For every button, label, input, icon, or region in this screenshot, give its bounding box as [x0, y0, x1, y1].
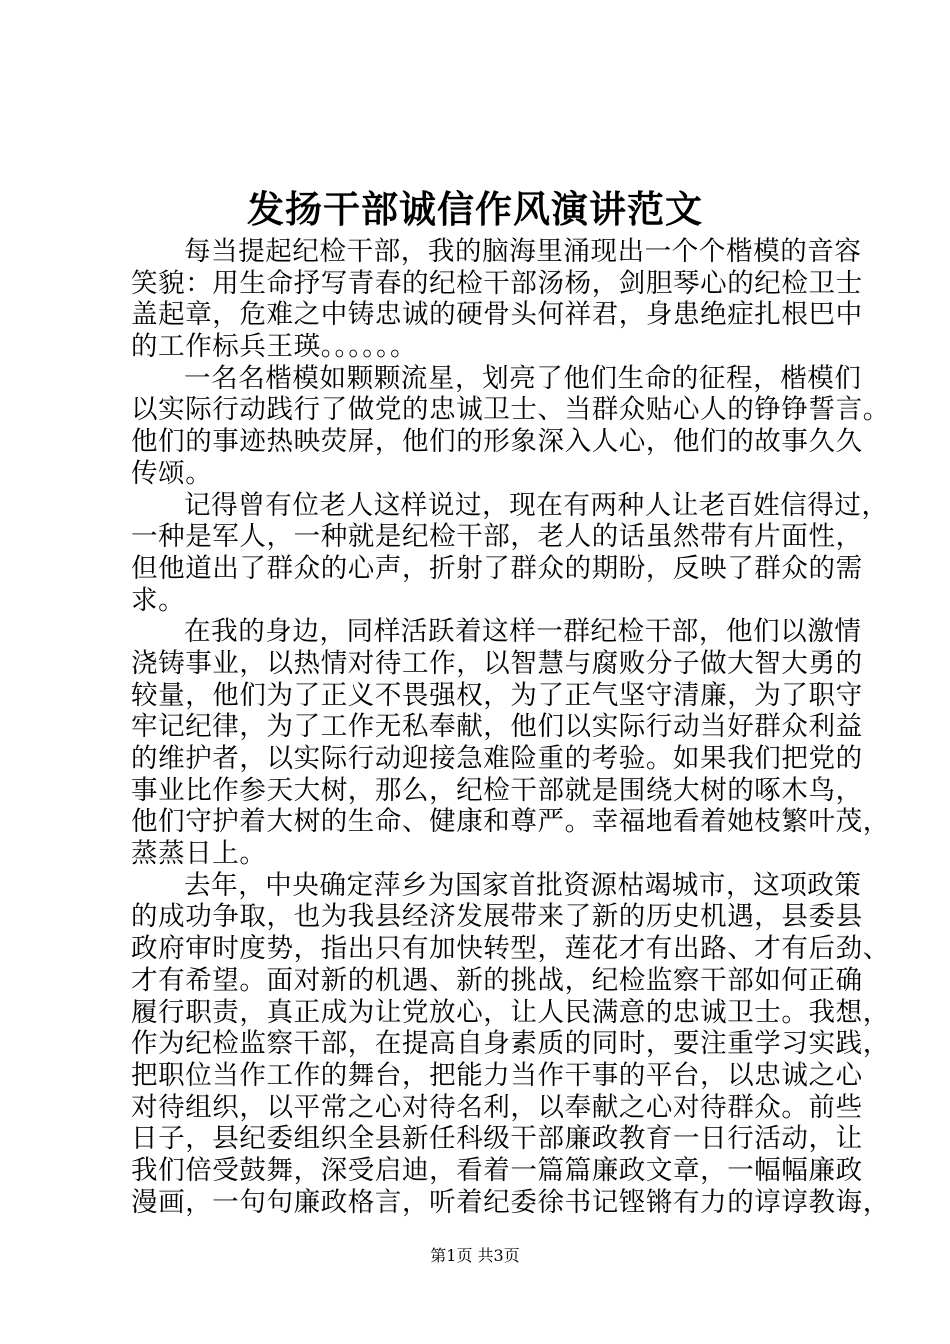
body-line: 但他道出了群众的心声，折射了群众的期盼，反映了群众的需 [131, 552, 863, 584]
body-line: 一种是军人，一种就是纪检干部，老人的话虽然带有片面性， [131, 521, 863, 553]
body-line: 日子，县纪委组织全县新任科级干部廉政教育一日行活动，让 [131, 1123, 863, 1155]
body-line: 的工作标兵王瑛。。。。。。 [131, 331, 418, 363]
body-line: 的维护者，以实际行动迎接急难险重的考验。如果我们把党的 [131, 743, 863, 774]
body-line: 每当提起纪检干部，我的脑海里涌现出一个个楷模的音容 [184, 236, 862, 267]
body-line: 我们倍受鼓舞，深受启迪，看着一篇篇廉政文章，一幅幅廉政 [131, 1154, 863, 1186]
body-line: 把职位当作工作的舞台，把能力当作干事的平台，以忠诚之心 [131, 1059, 863, 1091]
body-line: 较量，他们为了正义不畏强权，为了正气坚守清廉，为了职守 [131, 679, 863, 711]
body-line: 蒸蒸日上。 [131, 838, 267, 870]
body-line: 牢记纪律，为了工作无私奉献，他们以实际行动当好群众利益 [131, 711, 863, 743]
body-line: 传颂。 [131, 457, 213, 489]
body-line: 一名名楷模如颗颗流星，划亮了他们生命的征程，楷模们 [184, 362, 862, 394]
body-line: 履行职责，真正成为让党放心，让人民满意的忠诚卫士。我想， [131, 996, 890, 1028]
body-line: 笑貌：用生命抒写青春的纪检干部汤杨，剑胆琴心的纪检卫士 [131, 267, 863, 299]
body-line: 他们的事迹热映荧屏，他们的形象深入人心，他们的故事久久 [131, 426, 863, 458]
body-line: 在我的身边，同样活跃着这样一群纪检干部，他们以激情 [184, 616, 862, 648]
body-line: 作为纪检监察干部，在提高自身素质的同时，要注重学习实践， [131, 1028, 890, 1060]
body-line: 浇铸事业，以热情对待工作，以智慧与腐败分子做大智大勇的 [131, 647, 863, 679]
body-line: 记得曾有位老人这样说过，现在有两种人让老百姓信得过， [184, 489, 889, 521]
body-line: 盖起章，危难之中铸忠诚的硬骨头何祥君，身患绝症扎根巴中 [131, 299, 863, 331]
body-line: 才有希望。面对新的机遇、新的挑战，纪检监察干部如何正确 [131, 964, 863, 996]
body-line: 以实际行动践行了做党的忠诚卫士、当群众贴心人的铮铮誓言。 [131, 394, 890, 426]
document-body [131, 236, 890, 1218]
body-line: 事业比作参天大树，那么，纪检干部就是围绕大树的啄木鸟， [131, 774, 863, 806]
body-line: 去年，中央确定萍乡为国家首批资源枯竭城市，这项政策 [184, 869, 862, 901]
body-line: 的成功争取，也为我县经济发展带来了新的历史机遇，县委县 [131, 901, 863, 933]
body-line: 漫画，一句句廉政格言，听着纪委徐书记铿锵有力的谆谆教诲， [131, 1186, 890, 1218]
body-line: 对待组织，以平常之心对待名利，以奉献之心对待群众。前些 [131, 1091, 863, 1123]
body-line: 求。 [131, 584, 186, 616]
body-line: 他们守护着大树的生命、健康和尊严。幸福地看着她枝繁叶茂， [131, 806, 890, 838]
document-title: 发扬干部诚信作风演讲范文 [247, 187, 703, 231]
body-line: 政府审时度势，指出只有加快转型，莲花才有出路、才有后劲、 [131, 933, 890, 965]
page-footer: 第1页 共3页 [430, 1246, 520, 1265]
